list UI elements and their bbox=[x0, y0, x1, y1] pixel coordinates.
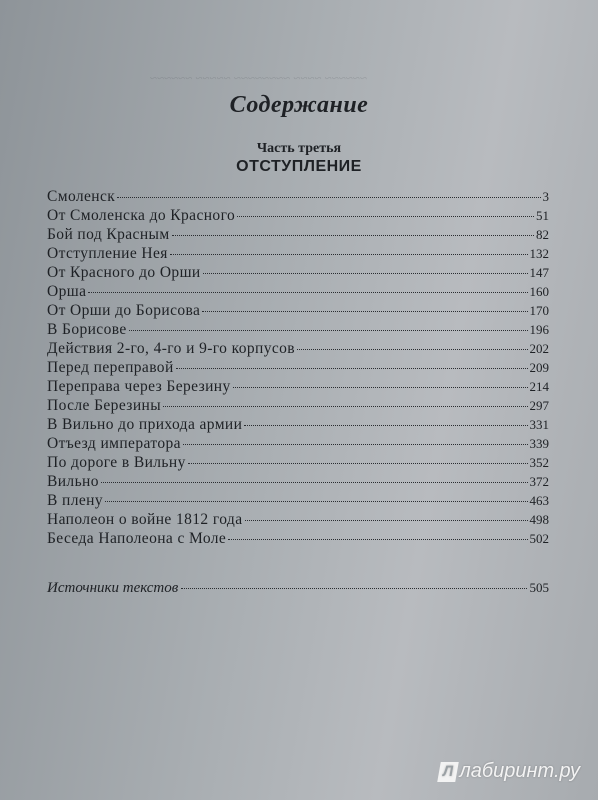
toc-entry bbox=[47, 358, 549, 377]
toc-entry-page: 463 bbox=[529, 493, 549, 508]
leader-dots bbox=[117, 197, 540, 198]
leader-dots bbox=[245, 520, 528, 521]
toc-entry bbox=[47, 282, 549, 301]
part-label: Часть третья bbox=[256, 141, 342, 156]
labirint-watermark bbox=[439, 760, 580, 783]
leader-dots bbox=[105, 501, 528, 502]
toc-entry-title: Наполеон о войне 1812 года bbox=[47, 511, 243, 528]
toc-entry-page: 502 bbox=[529, 531, 549, 546]
leader-dots bbox=[297, 349, 527, 350]
toc-entry bbox=[47, 434, 549, 453]
toc-entry bbox=[47, 339, 549, 358]
toc-entry bbox=[47, 529, 549, 548]
toc-entry bbox=[47, 187, 549, 206]
toc-entry bbox=[47, 491, 549, 510]
leader-dots bbox=[176, 368, 528, 369]
toc-entry-page: 196 bbox=[529, 322, 549, 337]
toc-entry bbox=[47, 206, 549, 225]
toc-entry-title: Смоленск bbox=[47, 188, 116, 205]
toc-entry-page: 170 bbox=[529, 303, 549, 318]
toc-entry-title: В плену bbox=[47, 492, 103, 509]
part-subtitle: ОТСТУПЛЕНИЕ bbox=[236, 158, 362, 175]
leader-dots bbox=[183, 444, 528, 445]
leader-dots bbox=[172, 235, 534, 236]
toc-entry bbox=[47, 377, 549, 396]
table-of-contents bbox=[47, 187, 549, 548]
toc-entry bbox=[47, 510, 549, 529]
leader-dots bbox=[244, 425, 527, 426]
toc-entry-title: После Березины bbox=[47, 397, 162, 414]
toc-entry bbox=[47, 263, 549, 282]
toc-entry-title: Отъезд императора bbox=[47, 435, 181, 452]
leader-dots bbox=[181, 588, 526, 589]
toc-entry bbox=[47, 472, 549, 491]
toc-entry-title: В Вильно до прихода армии bbox=[47, 416, 243, 433]
toc-entry-page: 209 bbox=[529, 360, 549, 375]
bleed-through-text: ~~~~~~ ~~~~ ~~~~~~~~ ~~~~~ ~~~~~~ bbox=[150, 70, 367, 85]
toc-entry-page: 498 bbox=[529, 512, 549, 527]
toc-entry-page: 339 bbox=[529, 436, 549, 451]
leader-dots bbox=[233, 387, 528, 388]
toc-entry-title: От Орши до Борисова bbox=[47, 302, 201, 319]
toc-entry bbox=[47, 453, 549, 472]
toc-entry-title: От Смоленска до Красного bbox=[47, 207, 236, 224]
leader-dots bbox=[237, 216, 534, 217]
labirint-logo-icon: Л bbox=[437, 762, 459, 782]
toc-entry-page: 147 bbox=[529, 265, 549, 280]
leader-dots bbox=[170, 254, 528, 255]
toc-entry-title: Отступление Нея bbox=[47, 245, 168, 262]
toc-entry-title: Вильно bbox=[47, 473, 99, 490]
toc-entry-page: 3 bbox=[542, 189, 549, 204]
toc-entry-title: Беседа Наполеона с Моле bbox=[47, 530, 227, 547]
toc-entry-title: От Красного до Орши bbox=[47, 264, 201, 281]
sources-entry bbox=[47, 580, 549, 597]
toc-entry-page: 160 bbox=[529, 284, 549, 299]
toc-entry-title: Перед переправой bbox=[47, 359, 174, 376]
leader-dots bbox=[203, 273, 528, 274]
contents-title: Содержание bbox=[229, 92, 369, 118]
toc-entry-page: 331 bbox=[529, 417, 549, 432]
toc-entry-page: 202 bbox=[529, 341, 549, 356]
toc-entry-title: Действия 2-го, 4-го и 9-го корпусов bbox=[47, 340, 296, 357]
sources-page: 505 bbox=[529, 580, 549, 595]
toc-entry-title: В Борисове bbox=[47, 321, 127, 338]
leader-dots bbox=[228, 539, 527, 540]
sources-title: Источники текстов bbox=[47, 580, 179, 596]
leader-dots bbox=[202, 311, 527, 312]
toc-entry bbox=[47, 320, 549, 339]
toc-entry bbox=[47, 225, 549, 244]
watermark-text: лабиринт.ру bbox=[459, 760, 580, 782]
toc-entry-page: 297 bbox=[529, 398, 549, 413]
leader-dots bbox=[163, 406, 527, 407]
leader-dots bbox=[88, 292, 527, 293]
leader-dots bbox=[188, 463, 528, 464]
toc-entry bbox=[47, 415, 549, 434]
toc-entry bbox=[47, 244, 549, 263]
toc-entry-page: 214 bbox=[529, 379, 549, 394]
toc-entry-title: Переправа через Березину bbox=[47, 378, 231, 395]
toc-entry bbox=[47, 396, 549, 415]
toc-entry-page: 51 bbox=[536, 208, 549, 223]
toc-entry-title: По дороге в Вильну bbox=[47, 454, 186, 471]
toc-entry-page: 82 bbox=[536, 227, 549, 242]
leader-dots bbox=[129, 330, 528, 331]
toc-entry-page: 372 bbox=[529, 474, 549, 489]
toc-entry bbox=[47, 301, 549, 320]
toc-entry-title: Бой под Красным bbox=[47, 226, 170, 243]
toc-entry-page: 352 bbox=[529, 455, 549, 470]
toc-entry-page: 132 bbox=[529, 246, 549, 261]
toc-entry-title: Орша bbox=[47, 283, 87, 300]
leader-dots bbox=[101, 482, 528, 483]
